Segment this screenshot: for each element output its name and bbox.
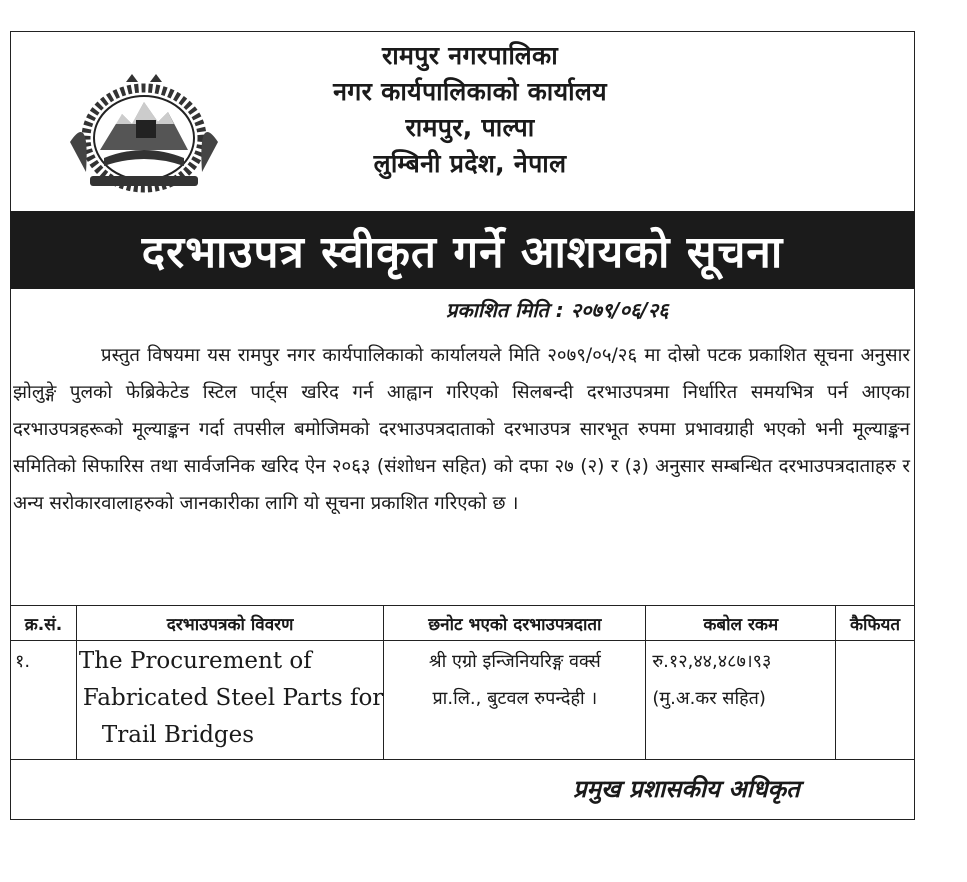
col-header-bidder: छनोट भएको दरभाउपत्रदाता [384, 606, 646, 641]
amount-value: रु.१२,४४,४८७।९३ [652, 651, 772, 672]
table-row [11, 641, 915, 760]
table-header-row [11, 606, 915, 641]
description-line: Trail Bridges [101, 722, 255, 748]
office-location: रामपुर, पाल्पा [405, 113, 535, 142]
award-table [10, 605, 915, 760]
office-name: नगर कार्यपालिकाको कार्यालय [333, 77, 607, 106]
col-header-amount: कबोल रकम [646, 606, 836, 641]
description-line: The Procurement of [78, 648, 312, 674]
cell-bidder [384, 641, 646, 760]
notice-title: दरभाउपत्र स्वीकृत गर्ने आशयको सूचना [141, 227, 784, 278]
municipality-name: रामपुर नगरपालिका [381, 41, 559, 70]
notice-body: प्रस्तुत विषयमा यस रामपुर नगर कार्यपालिकाको कार्यालयले मिति २०७९/०५/२६ मा दोस्रो पटक प्रकाशित सूचना अनुसार झोलुङ्गे पुलको फेब्रिकेटेड स्टिल पार्ट्स खरिद गर्न आह्वान गरिएको सिलबन्दी दरभाउपत्रमा निर्धारित समयभित्र पर्न आएका दरभाउपत्रहरूको मूल्याङ्कन गर्दा तपसील बमोजिमको दरभाउपत्रदाताको दरभाउपत्र सारभूत रुपमा प्रभावग्राही भएको भनी मूल्याङ्कन समितिको सिफारिस तथा सार्वजनिक खरिद ऐन २०६३ (संशोधन सहित) को दफा २७ (२) र (३) अनुसार सम्बन्धित दरभाउपत्रदाताहरु र अन्य सरोकारवालाहरुको जानकारीका लागि यो सूचना प्रकाशित गरिएको छ । [13, 345, 910, 514]
bidder-line: श्री एग्रो इन्जिनियरिङ्ग वर्क्स [428, 651, 601, 672]
signatory-title: प्रमुख प्रशासकीय अधिकृत [573, 775, 800, 803]
col-header-description: दरभाउपत्रको विवरण [76, 606, 383, 641]
cell-amount [646, 641, 836, 760]
published-date: प्रकाशित मिति : २०७९/०६/२६ [446, 298, 669, 322]
amount-note: (मु.अ.कर सहित) [652, 688, 766, 709]
description-line: Fabricated Steel Parts for [82, 685, 384, 711]
nepal-emblem-icon [70, 72, 218, 197]
cell-description [76, 641, 383, 760]
province-country: लुम्बिनी प्रदेश, नेपाल [373, 149, 567, 178]
bidder-line: प्रा.लि., बुटवल रुपन्देही । [432, 688, 598, 709]
col-header-remarks: कैफियत [836, 606, 915, 641]
office-header [240, 38, 700, 182]
cell-sn: १. [11, 641, 77, 760]
notice-title-banner [10, 211, 915, 289]
col-header-sn: क्र.सं. [11, 606, 77, 641]
cell-remarks [836, 641, 915, 760]
